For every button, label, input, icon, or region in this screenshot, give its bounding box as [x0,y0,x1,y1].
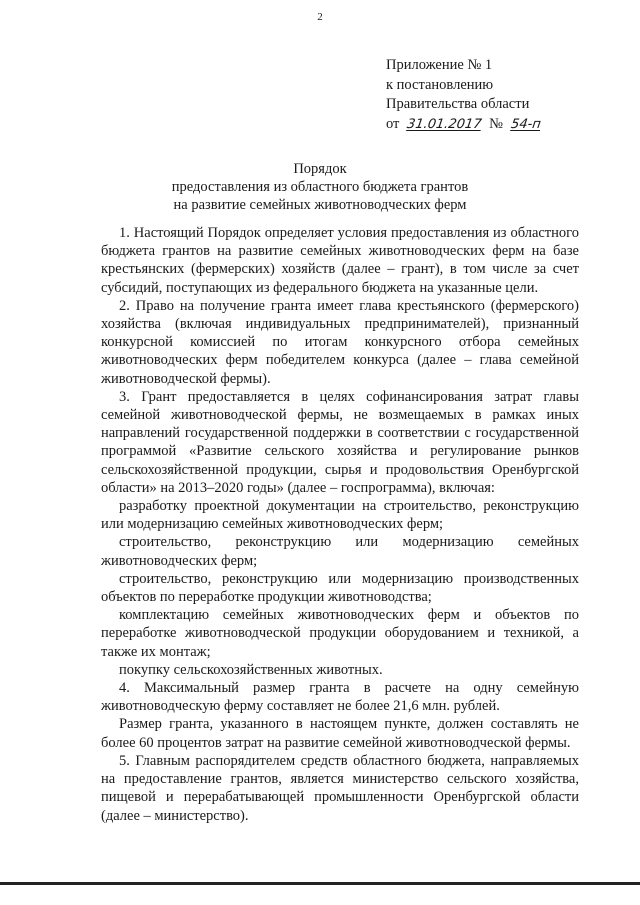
paragraph-4: 4. Максимальный размер гранта в расчете на одну семейную животноводческую ферму составляет не более 21,6 млн. рублей. [101,680,579,715]
list-item-equipment: комплектацию семейных животноводческих ферм и объектов по переработке животноводческой продукции оборудованием и техникой, а также их монтаж; [101,607,579,660]
title-line-2: предоставления из областного бюджета грантов [171,179,469,195]
list-item-animals: покупку сельскохозяйственных животных. [119,661,383,678]
page-number: 2 [317,11,323,23]
title-line-1: Порядок [293,161,347,177]
appendix-line-3: Правительства области [386,96,530,112]
scan-edge-bar [0,882,640,885]
appendix-date-line [386,115,544,135]
title-line-3: на развитие семейных животноводческих ферм [173,197,467,213]
list-item-farm-construction: строительство, реконструкцию или модернизацию семейных животноводческих ферм; [101,534,579,569]
date-prefix: от [386,115,400,132]
list-item-processing-construction: строительство, реконструкцию или модернизацию производственных объектов по переработке продукции животноводства; [101,570,579,606]
document-body [101,224,579,825]
paragraph-2: 2. Право на получение гранта имеет глава крестьянского (фермерского) хозяйства (включая индивидуальных предпринимателей), признанный конкурсной комиссией по итогам конкурсного отбора семейных животноводческих ферм победителем конкурса (далее – глава семейной животноводческой фермы). [101,297,579,387]
paragraph-3: 3. Грант предоставляется в целях софинансирования затрат главы семейной животноводческой фермы, не возмещаемых в рамках иных направлений государственной поддержки в соответствии с государственной программой «Развитие сельского хозяйства и регулирование рынков сельскохозяйственной продукции, сырья и продовольствия Оренбургской области» на 2013–2020 годы» (далее – госпрограмма), включая: [101,388,579,496]
paragraph-4-grant-size: Размер гранта, указанного в настоящем пункте, должен составлять не более 60 процентов затрат на развитие семейной животноводческой фермы. [101,716,579,751]
paragraph-1: 1. Настоящий Порядок определяет условия предоставления из областного бюджета грантов на развитие семейных животноводческих ферм на базе крестьянских (фермерских) хозяйств (далее – грант), в том числе за счет субсидий, поступающих из федерального бюджета на указанные цели. [101,225,579,296]
handwritten-date: 31.01.2017 [406,116,483,132]
paragraph-5: 5. Главным распорядителем средств областного бюджета, направляемых на предоставление грантов, является министерство сельского хозяйства, пищевой и перерабатывающей промышленности Оренбургской области (далее – министерство). [101,752,579,824]
appendix-header [386,56,544,134]
appendix-line-2: к постановлению [386,76,494,93]
appendix-line-1: Приложение № 1 [386,57,493,73]
document-title [0,160,640,214]
handwritten-number: 54-п [509,116,542,132]
list-item-design-docs: разработку проектной документации на строительство, реконструкцию или модернизацию семейных животноводческих ферм; [101,498,579,533]
number-sign: № [489,115,503,132]
